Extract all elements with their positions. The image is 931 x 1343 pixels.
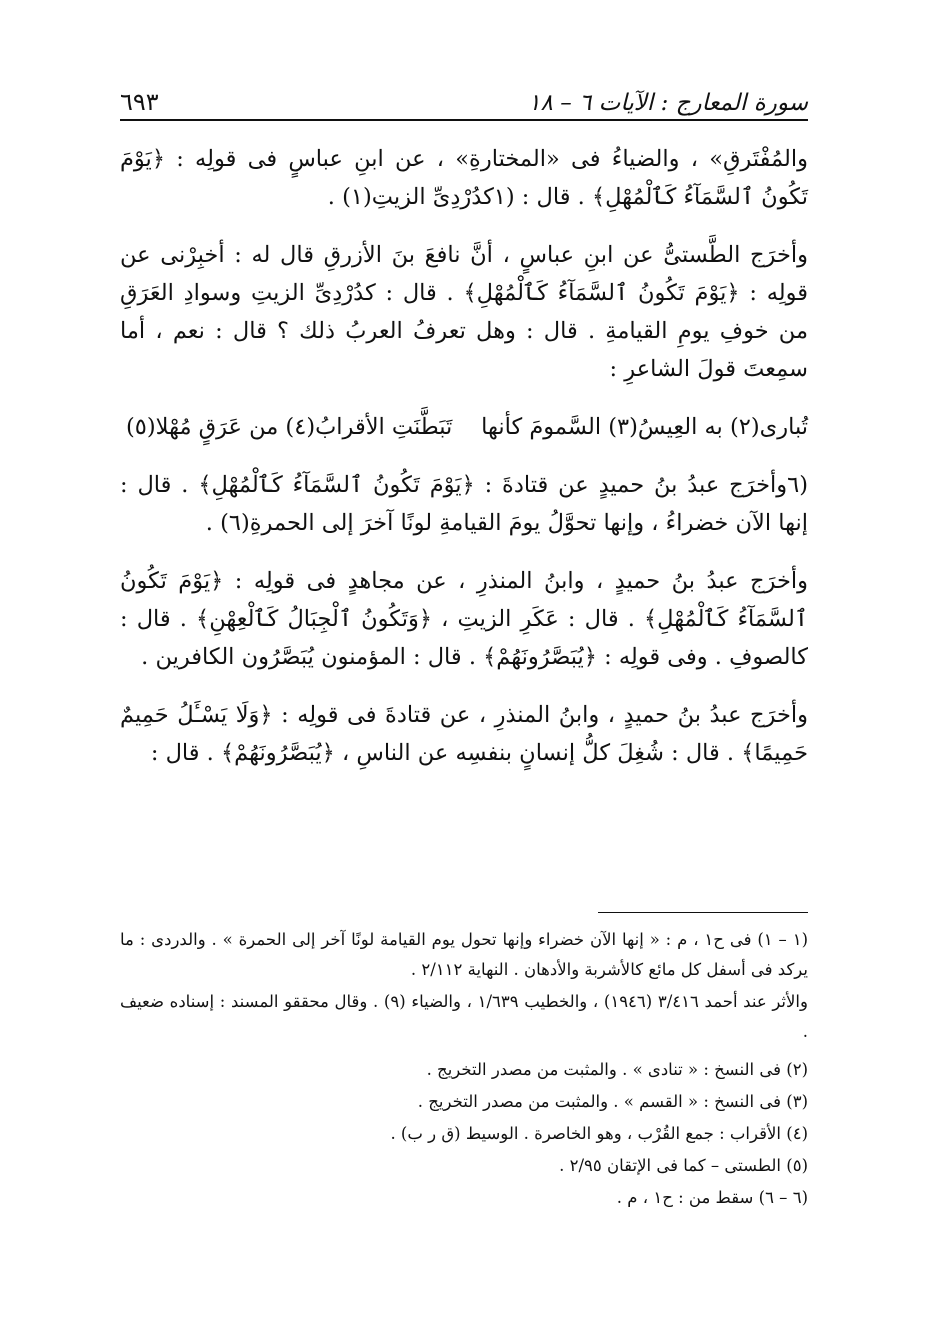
footnotes	[120, 925, 808, 1215]
verse-second-hemistich: تَبَطَّنَتِ الأقرابُ(٤) من عَرَقٍ مُهْلا(٥)	[126, 414, 453, 440]
paragraph-3: (٦وأخرَج عبدُ بنُ حميدٍ عن قتادةَ : ﴿يَوْمَ تَكُونُ ٱلسَّمَآءُ كَٱلْمُهْلِ﴾ . قال : إنها الآن خضراءُ ، وإنها تحوَّلُ يومَ القيامةِ لونًا آخرَ إلى الحمرةِ(٦) .	[120, 472, 808, 536]
footnote-3: (٣) فى النسخ : « القسم » . والمثبت من مصدر التخريج .	[417, 1092, 808, 1111]
poetry-verse	[120, 408, 808, 446]
running-title: سورة المعارج : الآيات ٦ – ١٨	[528, 90, 808, 116]
footnote-2: (٢) فى النسخ : « تنادى » . والمثبت من مصدر التخريج .	[426, 1060, 808, 1079]
page-header	[120, 66, 808, 116]
paragraph-4: وأخرَج عبدُ بنُ حميدٍ ، وابنُ المنذرِ ، عن مجاهدٍ فى قولِه : ﴿يَوْمَ تَكُونُ ٱلسَّمَآءُ كَٱلْمُهْلِ﴾ . قال : عَكَرِ الزيتِ ، ﴿وَتَكُونُ ٱلْجِبَالُ كَٱلْعِهْنِ﴾ . قال : كالصوفِ . وفى قولِه : ﴿يُبَصَّرُونَهُمْ﴾ . قال : المؤمنون يُبَصَّرُون الكافرين .	[120, 568, 808, 670]
footnote-4: (٤) الأقراب : جمع القُرْب ، وهو الخاصرة . الوسيط (ق ر ب) .	[390, 1124, 808, 1143]
footnote-divider	[598, 912, 808, 913]
header-divider	[120, 119, 808, 121]
paragraph-2: وأخرَج الطَّستىُّ عن ابنِ عباسٍ ، أنَّ نافعَ بنَ الأزرقِ قال له : أخبِرْنى عن قولِه : ﴿يَوْمَ تَكُونُ ٱلسَّمَآءُ كَٱلْمُهْلِ﴾ . قال : كدُرْدِىِّ الزيتِ وسوادِ العَرَقِ من خوفِ يومِ القيامةِ . قال : وهل تعرفُ العربُ ذلك ؟ قال : نعم ، أما سمِعتَ قولَ الشاعرِ :	[120, 242, 808, 382]
footnote-1: (١ – ١) فى ح١ ، م : « إنها الآن خضراء وإنها تحول يوم القيامة لونًا آخر إلى الحمرة » . والدردى : ما يركد فى أسفل كل مائع كالأشربة والأدهان . النهاية ٢/١١٢ .	[120, 930, 808, 979]
footnote-5: (٥) الطستى – كما فى الإتقان ٢/٩٥ .	[559, 1156, 808, 1175]
footnote-6: (٦ – ٦) سقط من : ح١ ، م .	[616, 1188, 808, 1207]
paragraph-5: وأخرَج عبدُ بنُ حميدٍ ، وابنُ المنذرِ ، عن قتادةَ فى قولِه : ﴿وَلَا يَسْـَٔلُ حَمِيمٌ حَمِيمًا﴾ . قال : شُغِلَ كلُّ إنسانٍ بنفسِه عن الناسِ ، ﴿يُبَصَّرُونَهُمْ﴾ . قال :	[120, 702, 808, 766]
paragraph-1: والمُفْتَرقِ» ، والضياءُ فى «المختارةِ» ، عن ابنِ عباسٍ فى قولِه : ﴿يَوْمَ تَكُونُ ٱلسَّمَآءُ كَٱلْمُهْلِ﴾ . قال : (١كدُرْدِىِّ الزيتِ(١) .	[120, 146, 808, 210]
page-number: ٦٩٣	[120, 88, 159, 116]
verse-first-hemistich: تُبارى(٢) به العِيسُ(٣) السَّمومَ كأنها	[481, 414, 808, 440]
footnote-1-source: والأثر عند أحمد ٣/٤١٦ (١٩٤٦) ، والخطيب ١/٦٣٩ ، والضياء (٩) . وقال محققو المسند : إسناده ضعيف .	[120, 992, 808, 1041]
main-text	[120, 140, 808, 792]
